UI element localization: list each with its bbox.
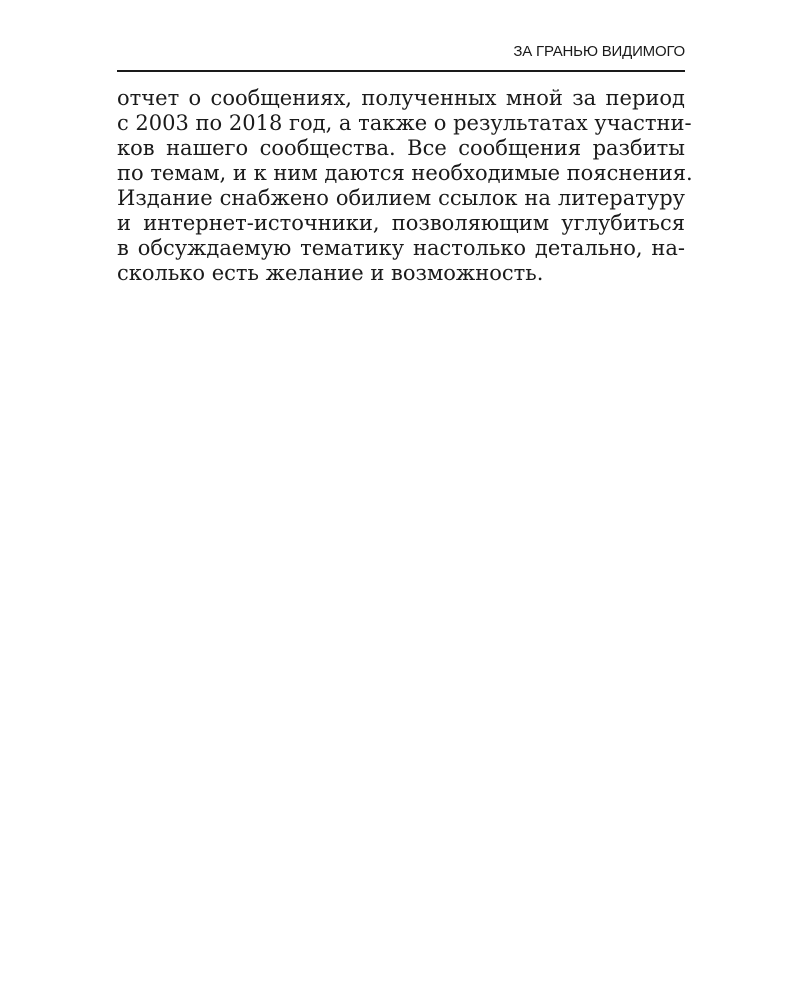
header-rule (117, 70, 685, 72)
text-line: с 2003 по 2018 год, а также о результатах участни- (117, 111, 692, 135)
text-line: в обсуждаемую тематику настолько детально, на- (117, 236, 685, 260)
running-header: ЗА ГРАНЬЮ ВИДИМОГО (513, 43, 685, 60)
book-page (117, 0, 693, 1000)
text-line: и интернет-источники, позволяющим углубиться (117, 211, 685, 235)
text-line: отчет о сообщениях, полученных мной за период (117, 86, 685, 110)
text-line: Издание снабжено обилием ссылок на литературу (117, 186, 685, 210)
text-line: сколько есть желание и возможность. (117, 261, 544, 285)
body-paragraph (117, 86, 693, 286)
text-line: по темам, и к ним даются необходимые пояснения. (117, 161, 693, 185)
text-line: ков нашего сообщества. Все сообщения разбиты (117, 136, 685, 160)
